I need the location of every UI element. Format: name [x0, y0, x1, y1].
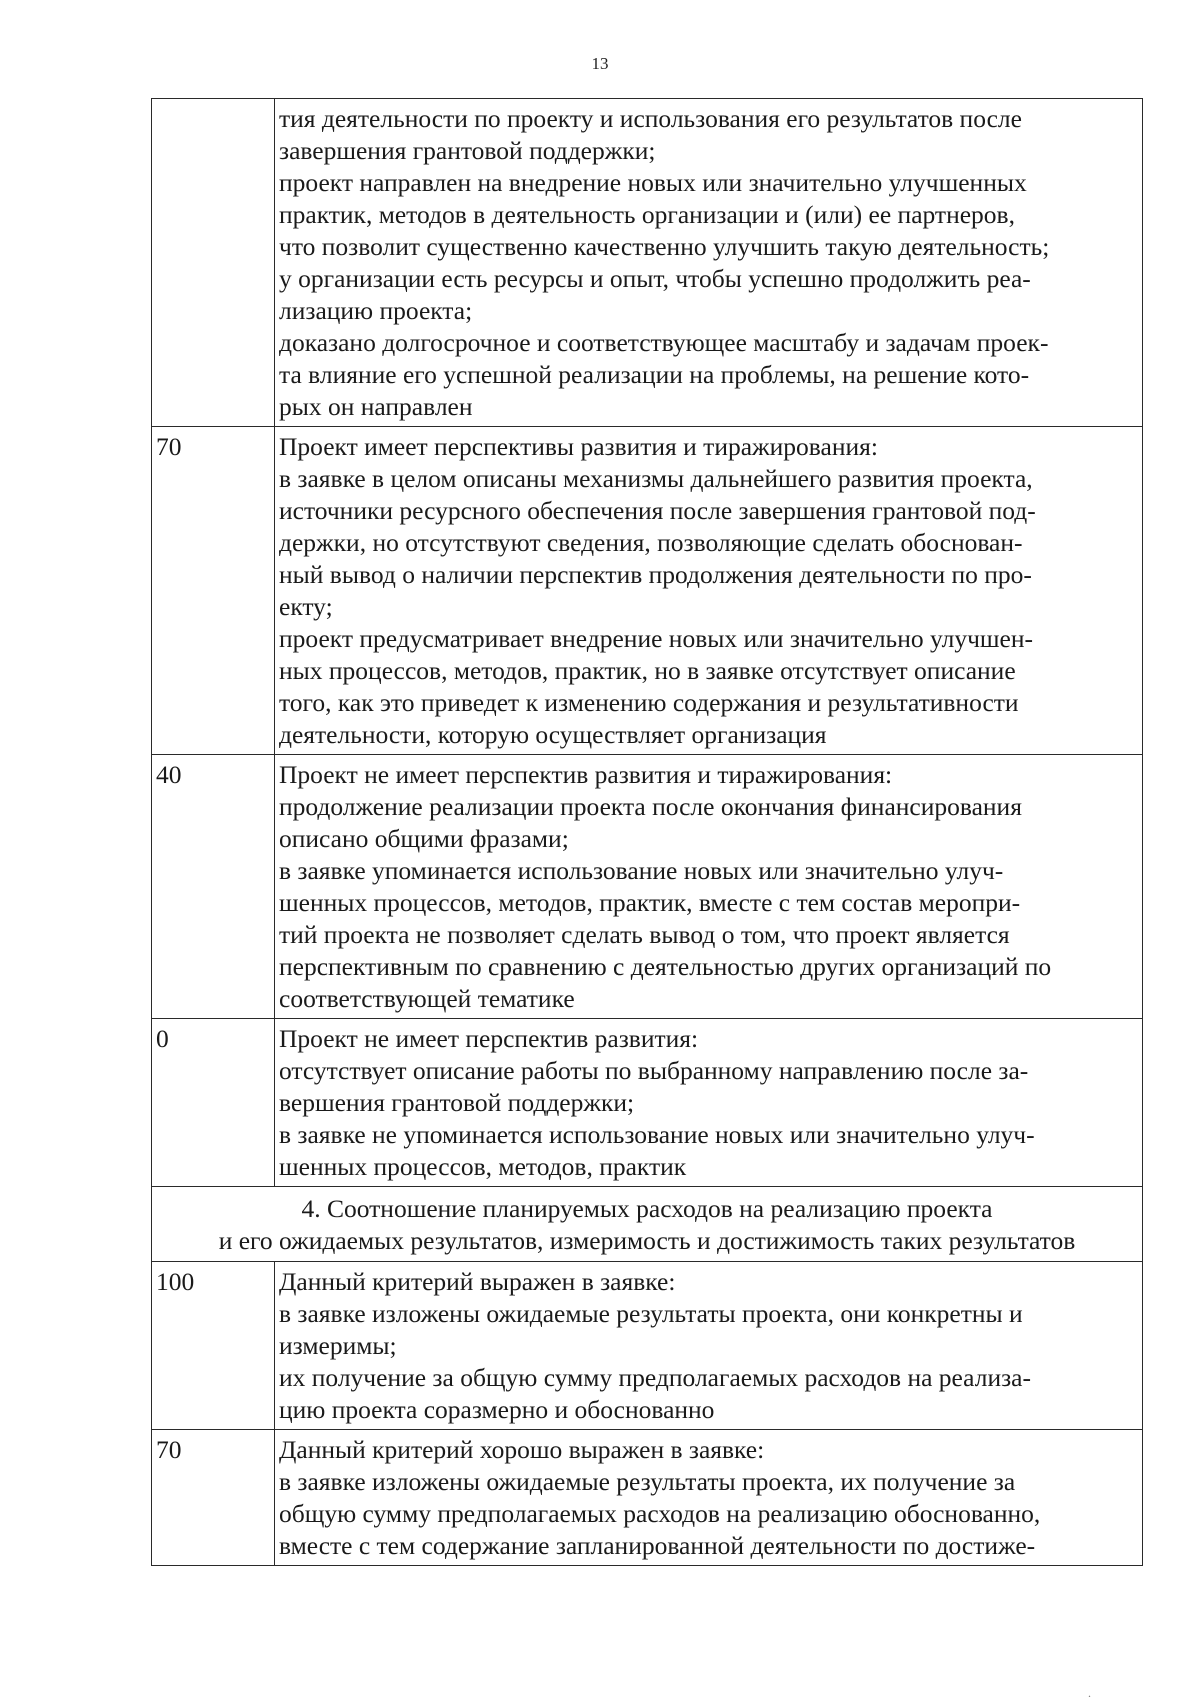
- description-line: проект предусматривает внедрение новых или значительно улучшен-: [279, 624, 1033, 653]
- description-line: источники ресурсного обеспечения после завершения грантовой под-: [279, 496, 1036, 525]
- section-heading-line: и его ожидаемых результатов, измеримость и достижимость таких результатов: [218, 1226, 1076, 1255]
- description-line: в заявке упоминается использование новых или значительно улуч-: [279, 856, 1004, 885]
- description-line: их получение за общую сумму предполагаемых расходов на реализа-: [279, 1363, 1031, 1392]
- scan-mark: .: [1088, 1686, 1091, 1700]
- description-line: лизацию проекта;: [279, 296, 473, 325]
- description-line: Проект не имеет перспектив развития:: [279, 1024, 699, 1053]
- score-cell: [152, 99, 275, 427]
- description-line: продолжение реализации проекта после окончания финансирования: [279, 792, 1022, 821]
- description-line: в заявке изложены ожидаемые результаты проекта, они конкретны и: [279, 1299, 1023, 1328]
- description-line: Проект имеет перспективы развития и тиражирования:: [279, 432, 878, 461]
- description-line: завершения грантовой поддержки;: [279, 136, 656, 165]
- description-line: соответствующей тематике: [279, 984, 575, 1013]
- description-cell: [275, 1262, 1143, 1430]
- description-line: держки, но отсутствуют сведения, позволяющие сделать обоснован-: [279, 528, 1023, 557]
- description-line: екту;: [279, 592, 333, 621]
- score-cell: 70: [152, 427, 275, 755]
- description-line: доказано долгосрочное и соответствующее масштабу и задачам проек-: [279, 328, 1049, 357]
- score-cell: 70: [152, 1430, 275, 1566]
- criteria-rows-section-3: [152, 99, 1143, 1187]
- description-line: в заявке не упоминается использование новых или значительно улуч-: [279, 1120, 1035, 1149]
- description-line: измеримы;: [279, 1331, 397, 1360]
- description-line: Данный критерий хорошо выражен в заявке:: [279, 1435, 765, 1464]
- section-heading-group: [152, 1187, 1143, 1262]
- description-line: в заявке изложены ожидаемые результаты проекта, их получение за: [279, 1467, 1016, 1496]
- description-line: практик, методов в деятельность организации и (или) ее партнеров,: [279, 200, 1015, 229]
- criteria-rows-section-4: [152, 1262, 1143, 1566]
- description-line: тия деятельности по проекту и использования его результатов после: [279, 104, 1022, 133]
- description-line: ный вывод о наличии перспектив продолжения деятельности по про-: [279, 560, 1032, 589]
- score-cell: 100: [152, 1262, 275, 1430]
- description-line: вершения грантовой поддержки;: [279, 1088, 635, 1117]
- description-line: что позволит существенно качественно улучшить такую деятельность;: [279, 232, 1050, 261]
- description-line: деятельности, которую осуществляет организация: [279, 720, 827, 749]
- description-line: тий проекта не позволяет сделать вывод о том, что проект является: [279, 920, 1010, 949]
- score-cell: 40: [152, 755, 275, 1019]
- description-line: шенных процессов, методов, практик: [279, 1152, 687, 1181]
- description-cell: [275, 755, 1143, 1019]
- description-line: цию проекта соразмерно и обоснованно: [279, 1395, 715, 1424]
- criteria-row: [152, 99, 1143, 427]
- description-line: в заявке в целом описаны механизмы дальнейшего развития проекта,: [279, 464, 1033, 493]
- criteria-row: [152, 755, 1143, 1019]
- section-heading-line: 4. Соотношение планируемых расходов на реализацию проекта: [301, 1194, 993, 1223]
- description-line: у организации есть ресурсы и опыт, чтобы успешно продолжить реа-: [279, 264, 1031, 293]
- description-line: описано общими фразами;: [279, 824, 569, 853]
- criteria-table: [151, 98, 1143, 1566]
- section-heading: [152, 1187, 1143, 1262]
- description-line: Данный критерий выражен в заявке:: [279, 1267, 676, 1296]
- criteria-row: [152, 1262, 1143, 1430]
- description-line: ных процессов, методов, практик, но в заявке отсутствует описание: [279, 656, 1016, 685]
- description-line: Проект не имеет перспектив развития и тиражирования:: [279, 760, 893, 789]
- criteria-row: [152, 427, 1143, 755]
- description-line: перспективным по сравнению с деятельностью других организаций по: [279, 952, 1052, 981]
- description-line: проект направлен на внедрение новых или значительно улучшенных: [279, 168, 1027, 197]
- section-heading-row: [152, 1187, 1143, 1262]
- description-line: рых он направлен: [279, 392, 473, 421]
- criteria-row: [152, 1430, 1143, 1566]
- description-cell: [275, 1019, 1143, 1187]
- description-cell: [275, 427, 1143, 755]
- description-line: отсутствует описание работы по выбранному направлению после за-: [279, 1056, 1029, 1085]
- score-cell: 0: [152, 1019, 275, 1187]
- description-line: шенных процессов, методов, практик, вместе с тем состав меропри-: [279, 888, 1021, 917]
- description-line: та влияние его успешной реализации на проблемы, на решение кото-: [279, 360, 1030, 389]
- description-cell: [275, 99, 1143, 427]
- description-line: вместе с тем содержание запланированной деятельности по достиже-: [279, 1531, 1036, 1560]
- criteria-row: [152, 1019, 1143, 1187]
- description-line: общую сумму предполагаемых расходов на реализацию обоснованно,: [279, 1499, 1041, 1528]
- page-number: 13: [591, 54, 609, 73]
- description-line: того, как это приведет к изменению содержания и результативности: [279, 688, 1019, 717]
- description-cell: [275, 1430, 1143, 1566]
